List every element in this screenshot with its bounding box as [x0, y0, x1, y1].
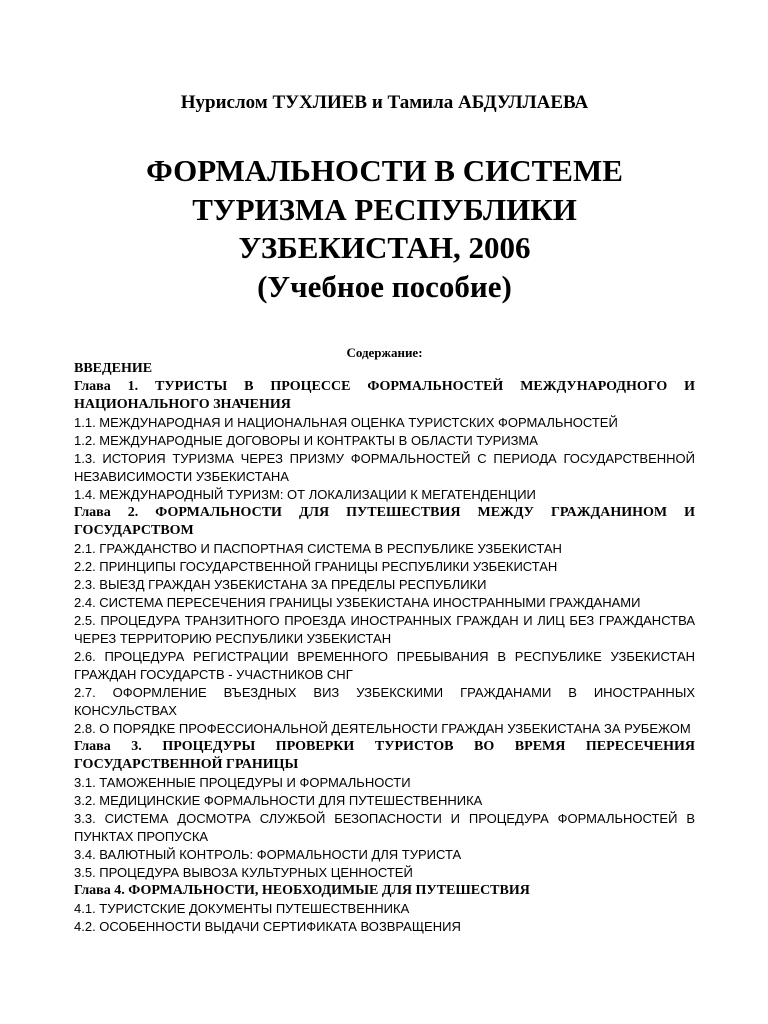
toc-section-2-5: 2.5. ПРОЦЕДУРА ТРАНЗИТНОГО ПРОЕЗДА ИНОСТРАННЫХ ГРАЖДАН И ЛИЦ БЕЗ ГРАЖДАНСТВА ЧЕРЕЗ ТЕРРИТОРИЮ РЕСПУБЛИКИ УЗБЕКИСТАН: [74, 613, 695, 646]
toc-chapter-1: Глава 1. ТУРИСТЫ В ПРОЦЕССЕ ФОРМАЛЬНОСТЕЙ МЕЖДУНАРОДНОГО И НАЦИОНАЛЬНОГО ЗНАЧЕНИЯ: [74, 379, 695, 412]
toc-section-1-2: 1.2. МЕЖДУНАРОДНЫЕ ДОГОВОРЫ И КОНТРАКТЫ В ОБЛАСТИ ТУРИЗМА: [74, 433, 538, 448]
toc-section-4-2: 4.2. ОСОБЕННОСТИ ВЫДАЧИ СЕРТИФИКАТА ВОЗВРАЩЕНИЯ: [74, 919, 461, 934]
toc-section-3-3: 3.3. СИСТЕМА ДОСМОТРА СЛУЖБОЙ БЕЗОПАСНОСТИ И ПРОЦЕДУРА ФОРМАЛЬНОСТЕЙ В ПУНКТАХ ПРОПУСКА: [74, 811, 695, 844]
toc-heading: Содержание:: [346, 345, 423, 360]
toc-section-1-4: 1.4. МЕЖДУНАРОДНЫЙ ТУРИЗМ: ОТ ЛОКАЛИЗАЦИИ К МЕГАТЕНДЕНЦИИ: [74, 487, 536, 502]
title-line-2: ТУРИЗМА РЕСПУБЛИКИ: [192, 191, 577, 227]
toc-section-4-1: 4.1. ТУРИСТСКИЕ ДОКУМЕНТЫ ПУТЕШЕСТВЕННИКА: [74, 901, 410, 916]
toc-chapter-4: Глава 4. ФОРМАЛЬНОСТИ, НЕОБХОДИМЫЕ ДЛЯ ПУТЕШЕСТВИЯ: [74, 883, 530, 898]
document-title: [74, 152, 695, 306]
toc-section-2-1: 2.1. ГРАЖДАНСТВО И ПАСПОРТНАЯ СИСТЕМА В РЕСПУБЛИКЕ УЗБЕКИСТАН: [74, 541, 562, 556]
toc-item-introduction: ВВЕДЕНИЕ: [74, 361, 153, 376]
toc-section-3-5: 3.5. ПРОЦЕДУРА ВЫВОЗА КУЛЬТУРНЫХ ЦЕННОСТЕЙ: [74, 865, 413, 880]
toc-section-2-7: 2.7. ОФОРМЛЕНИЕ ВЪЕЗДНЫХ ВИЗ УЗБЕКСКИМИ ГРАЖДАНАМИ В ИНОСТРАННЫХ КОНСУЛЬСТВАХ: [74, 685, 695, 718]
table-of-contents: [74, 360, 695, 936]
toc-section-1-1: 1.1. МЕЖДУНАРОДНАЯ И НАЦИОНАЛЬНАЯ ОЦЕНКА ТУРИСТСКИХ ФОРМАЛЬНОСТЕЙ: [74, 415, 618, 430]
title-line-4: (Учебное пособие): [257, 268, 512, 304]
toc-chapter-2: Глава 2. ФОРМАЛЬНОСТИ ДЛЯ ПУТЕШЕСТВИЯ МЕЖДУ ГРАЖДАНИНОМ И ГОСУДАРСТВОМ: [74, 505, 695, 538]
title-line-1: ФОРМАЛЬНОСТИ В СИСТЕМЕ: [146, 153, 623, 188]
toc-section-2-2: 2.2. ПРИНЦИПЫ ГОСУДАРСТВЕННОЙ ГРАНИЦЫ РЕСПУБЛИКИ УЗБЕКИСТАН: [74, 559, 558, 574]
toc-section-3-1: 3.1. ТАМОЖЕННЫЕ ПРОЦЕДУРЫ И ФОРМАЛЬНОСТИ: [74, 775, 411, 790]
toc-section-1-3: 1.3. ИСТОРИЯ ТУРИЗМА ЧЕРЕЗ ПРИЗМУ ФОРМАЛЬНОСТЕЙ С ПЕРИОДА ГОСУДАРСТВЕННОЙ НЕЗАВИСИМОСТИ УЗБЕКИСТАНА: [74, 451, 695, 484]
authors-line: Нурислом ТУХЛИЕВ и Тамила АБДУЛЛАЕВА: [180, 92, 589, 113]
title-line-3: УЗБЕКИСТАН, 2006: [238, 230, 531, 265]
toc-section-2-8: 2.8. О ПОРЯДКЕ ПРОФЕССИОНАЛЬНОЙ ДЕЯТЕЛЬНОСТИ ГРАЖДАН УЗБЕКИСТАНА ЗА РУБЕЖОМ: [74, 721, 691, 736]
toc-section-2-4: 2.4. СИСТЕМА ПЕРЕСЕЧЕНИЯ ГРАНИЦЫ УЗБЕКИСТАНА ИНОСТРАННЫМИ ГРАЖДАНАМИ: [74, 595, 641, 610]
toc-chapter-3: Глава 3. ПРОЦЕДУРЫ ПРОВЕРКИ ТУРИСТОВ ВО ВРЕМЯ ПЕРЕСЕЧЕНИЯ ГОСУДАРСТВЕННОЙ ГРАНИЦЫ: [74, 739, 695, 772]
toc-section-2-6: 2.6. ПРОЦЕДУРА РЕГИСТРАЦИИ ВРЕМЕННОГО ПРЕБЫВАНИЯ В РЕСПУБЛИКЕ УЗБЕКИСТАН ГРАЖДАН ГОСУДАРСТВ - УЧАСТНИКОВ СНГ: [74, 649, 695, 682]
toc-section-3-2: 3.2. МЕДИЦИНСКИЕ ФОРМАЛЬНОСТИ ДЛЯ ПУТЕШЕСТВЕННИКА: [74, 793, 483, 808]
toc-section-2-3: 2.3. ВЫЕЗД ГРАЖДАН УЗБЕКИСТАНА ЗА ПРЕДЕЛЫ РЕСПУБЛИКИ: [74, 577, 487, 592]
toc-section-3-4: 3.4. ВАЛЮТНЫЙ КОНТРОЛЬ: ФОРМАЛЬНОСТИ ДЛЯ ТУРИСТА: [74, 847, 462, 862]
